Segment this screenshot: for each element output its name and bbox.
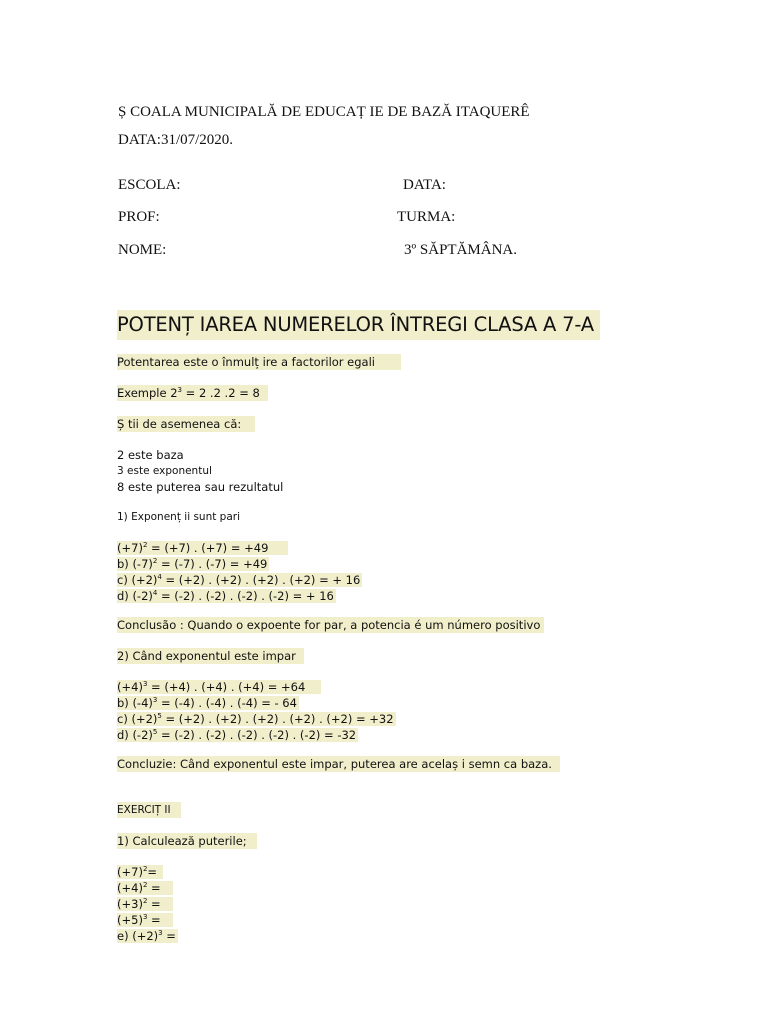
conclusion-even: Conclusão : Quando o expoente for par, a potencia é um número positivo (117, 617, 544, 633)
turma-label: TURMA: (397, 209, 456, 225)
section1-title: 1) Exponenț ii sunt pari (117, 511, 241, 523)
exercise1-items (117, 864, 178, 944)
section1-lines (117, 540, 362, 604)
section1-line-4: d) $(-2)^4 = (-2)$ . (-2) . (-2) . (-2) = + 16 (117, 589, 334, 603)
also-know-text: Ș tii de asemenea că: (117, 416, 255, 432)
section2-line-4: d) $(-2)^5 = (-2)$ . (-2) . (-2) . (-2) . (-2) = -32 (117, 728, 357, 742)
exercise1-item-2: $(+4)^2$ = (117, 881, 173, 895)
conclusion-odd: Concluzie: Când exponentul este impar, puterea are acelaș i semn ca baza. (117, 756, 560, 772)
exercise1-item-3: $(+3)^2$ = (117, 897, 173, 911)
exercise1-item-1: $(+7)^2=$ (117, 865, 163, 879)
exercises-title: EXERCIȚ II (117, 802, 181, 818)
section2-line-3: c) $(+2)^5 = (+2)$ . (+2) . (+2) . (+2) . (+2) = +32 (117, 712, 394, 726)
example-text (117, 385, 268, 401)
section1-line-3: c) $(+2)^4 = (+2)$ . (+2) . (+2) . (+2) = + 16 (117, 573, 361, 587)
prof-label: PROF: (118, 209, 160, 225)
section2-title: 2) Când exponentul este impar (117, 648, 304, 664)
term-exponent: 3 este exponentul (117, 465, 212, 477)
exercise1-item-5: e) $(+2)^3$ = (117, 929, 176, 943)
term-result: 8 este puterea sau rezultatul (117, 480, 284, 494)
escola-label: ESCOLA: (118, 177, 181, 193)
definition-text: Potentarea este o înmulț ire a factorilor egali (117, 354, 401, 370)
school-name: Ș COALA MUNICIPALĂ DE EDUCAȚ IE DE BAZĂ ITAQUERÊ (118, 104, 530, 120)
section2-line-2: b) $(-4)^3 = (-4)$ . (-4) . (-4) = - 64 (117, 696, 297, 710)
section2-line-1: $(+4)^3 = (+4)$ . (+4) . (+4) = +64 (117, 680, 321, 694)
example-result: = 2 .2 .2 = 8 (182, 386, 260, 400)
week-label: 3º SĂPTĂMÂNA. (404, 242, 517, 258)
section1-line-1: $(+7)^2 = (+7)$ . (+7) = +49 (117, 541, 288, 555)
exercise1-item-4: $(+5)^3$ = (117, 913, 173, 927)
term-base: 2 este baza (117, 448, 184, 462)
exercise1-title: 1) Calculează puterile; (117, 833, 257, 849)
example-exponent: 3 (177, 386, 183, 394)
page-title: POTENȚ IAREA NUMERELOR ÎNTREGI CLASA A 7-A (117, 310, 600, 340)
data-label: DATA: (403, 177, 446, 193)
example-base: Exemple 2 (117, 386, 178, 400)
section2-lines (117, 679, 396, 743)
terms-list (117, 447, 283, 495)
nome-label: NOME: (118, 242, 167, 258)
section1-line-2: b) $(-7)^2 = (-7)$ . (-7) = +49 (117, 557, 268, 571)
date-line: DATA:31/07/2020. (118, 132, 234, 148)
